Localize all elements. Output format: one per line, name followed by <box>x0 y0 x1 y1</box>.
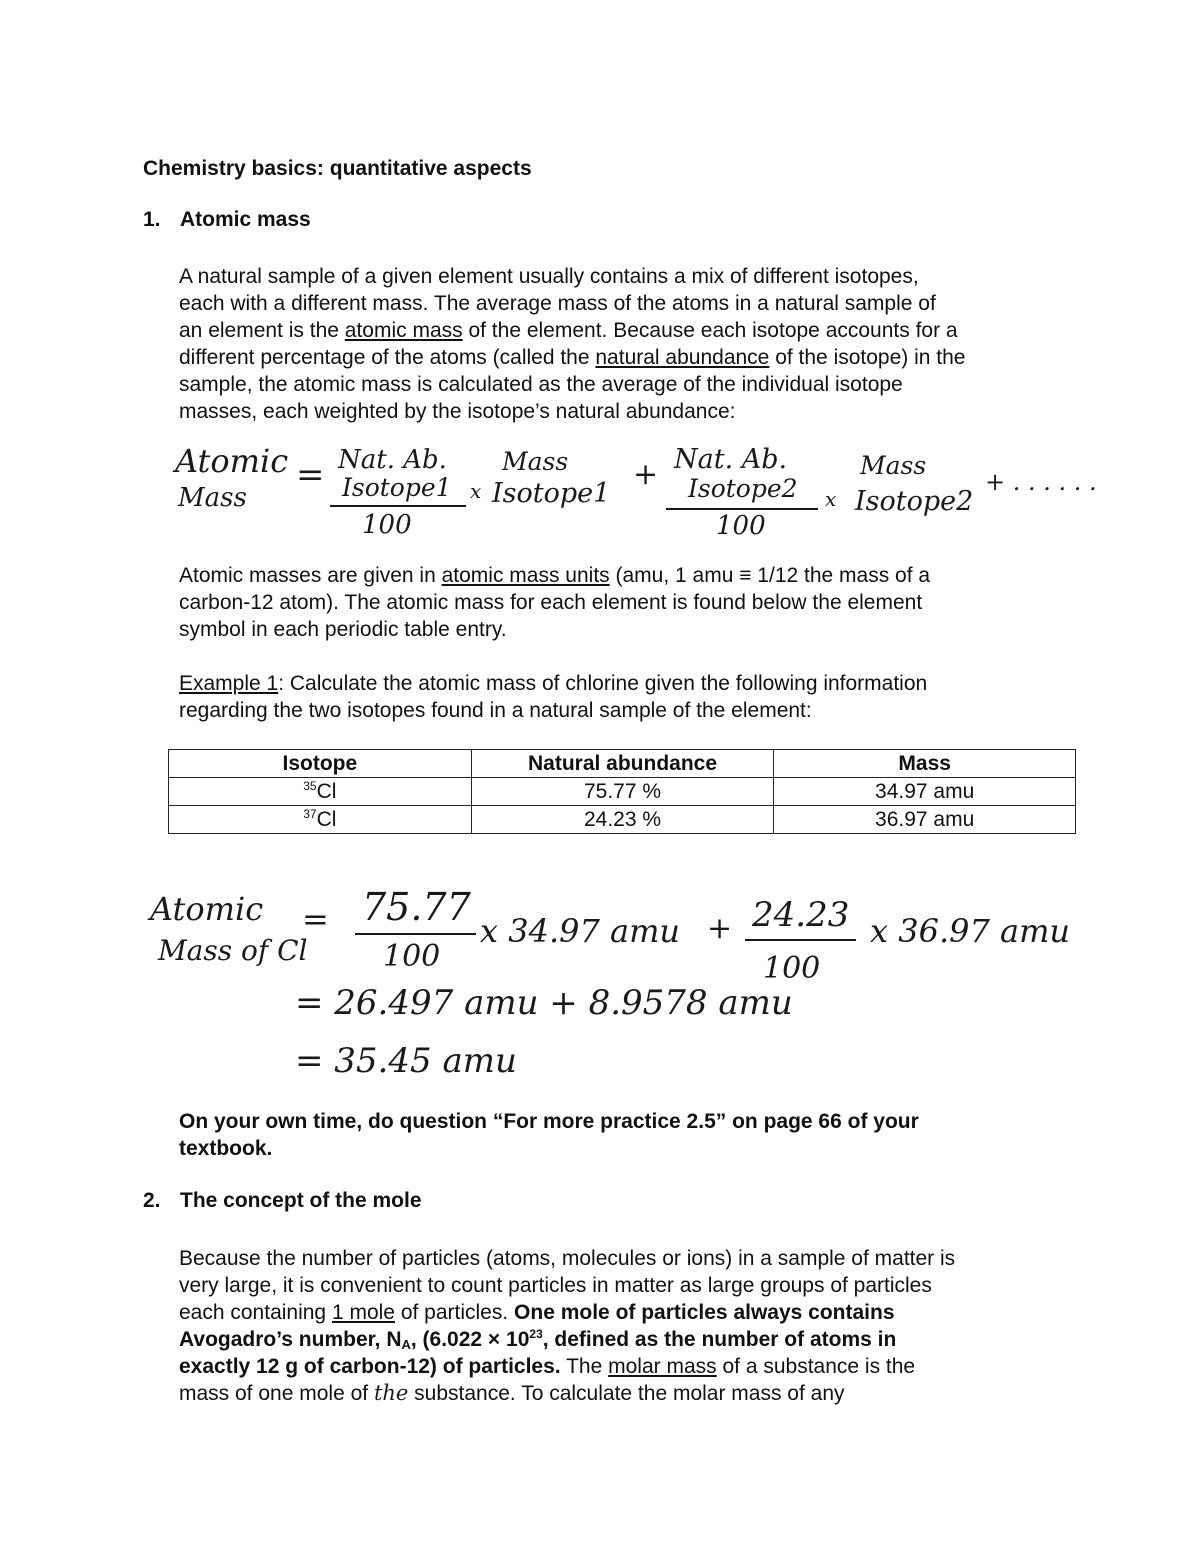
svg-text:Mass: Mass <box>860 451 927 480</box>
svg-text:100: 100 <box>763 951 821 986</box>
svg-text:Nat. Ab.: Nat. Ab. <box>338 445 447 475</box>
handwritten-insert: the <box>373 1381 409 1405</box>
paragraph-line: exactly 12 g of carbon-12) of particles. The molar mass of a substance is the <box>179 1355 916 1378</box>
svg-text:x 36.97 amu: x 36.97 amu <box>870 912 1071 950</box>
abundance-cell: 24.23 % <box>471 806 774 834</box>
paragraph-line: each containing 1 mole of particles. One mole of particles always contains <box>179 1301 895 1324</box>
section-number: 2. <box>143 1189 161 1212</box>
abundance-cell: 75.77 % <box>471 778 774 806</box>
paragraph-line: each with a different mass. The average mass of the atoms in a natural sample of <box>179 292 936 315</box>
paragraph-line: mass of one mole of the substance. To calculate the molar mass of any <box>179 1381 845 1405</box>
example-1 <box>179 670 1089 724</box>
paragraph-line: On your own time, do question “For more practice 2.5” on page 66 of your <box>179 1110 919 1133</box>
paragraph-line: Avogadro’s number, $N_A$, ($6.022 \times 10^{23}$, defined as the number of atoms in <box>179 1327 897 1352</box>
paragraph-line: A natural sample of a given element usually contains a mix of different isotopes, <box>179 265 919 288</box>
svg-text:Isotope2: Isotope2 <box>688 474 798 503</box>
column-header: Isotope <box>169 750 472 778</box>
worked-solution <box>0 880 1200 1080</box>
paragraph-line: sample, the atomic mass is calculated as the average of the individual isotope <box>179 373 903 396</box>
section-title: Atomic mass <box>180 208 311 231</box>
paragraph-line: different percentage of the atoms (called the natural abundance of the isotope) in the <box>179 346 966 369</box>
mole-paragraph <box>179 1245 1089 1407</box>
svg-text:x: x <box>825 487 837 511</box>
svg-text:+ . . . . . .: + . . . . . . <box>985 468 1097 496</box>
paragraph-line: an element is the atomic mass of the element. Because each isotope accounts for a <box>179 319 958 342</box>
paragraph-line: carbon-12 atom). The atomic mass for each element is found below the element <box>179 591 923 614</box>
example-label: Example 1 <box>179 672 279 695</box>
svg-text:Mass: Mass <box>178 483 247 513</box>
column-header: Mass <box>774 750 1076 778</box>
paragraph-line: Atomic masses are given in atomic mass units (amu, 1 amu ≡ 1/12 the mass of a <box>179 564 931 587</box>
svg-text:100: 100 <box>383 939 441 974</box>
mass-cell: 36.97 amu <box>774 806 1076 834</box>
paragraph-line: Because the number of particles (atoms, molecules or ions) in a sample of matter is <box>179 1247 956 1270</box>
svg-text:100: 100 <box>716 511 766 541</box>
page-title: Chemistry basics: quantitative aspects <box>143 157 532 180</box>
amu-paragraph <box>179 562 1089 643</box>
svg-text:Atomic: Atomic <box>150 890 264 928</box>
paragraph-line: very large, it is convenient to count particles in matter as large groups of particles <box>179 1274 932 1297</box>
isotope-table <box>168 749 1076 834</box>
section-1-heading <box>143 208 311 232</box>
paragraph-line: textbook. <box>179 1137 273 1160</box>
column-header: Natural abundance <box>471 750 774 778</box>
term-atomic-mass: atomic mass <box>344 319 463 342</box>
isotope-cell: $^{37}$Cl <box>169 806 472 834</box>
svg-text:x: x <box>470 479 482 503</box>
table-header-row <box>169 750 1076 778</box>
table-row <box>169 806 1076 834</box>
svg-text:= 35.45 amu: = 35.45 amu <box>295 1041 517 1080</box>
svg-text:Isotope1: Isotope1 <box>342 473 452 502</box>
section-title: The concept of the mole <box>180 1189 422 1212</box>
svg-text:Mass: Mass <box>502 447 569 476</box>
atomic-mass-paragraph <box>179 263 1089 425</box>
paragraph-line: Example 1: Calculate the atomic mass of chlorine given the following information <box>179 672 928 695</box>
svg-text:Isotope1: Isotope1 <box>492 478 611 509</box>
mass-cell: 34.97 amu <box>774 778 1076 806</box>
svg-text:+: + <box>633 457 659 492</box>
svg-text:75.77: 75.77 <box>362 885 471 929</box>
term-molar-mass: molar mass <box>608 1355 717 1378</box>
svg-text:Isotope2: Isotope2 <box>855 486 974 517</box>
term-1-mole: 1 mole <box>331 1301 395 1324</box>
term-natural-abundance: natural abundance <box>595 346 770 369</box>
paragraph-line: masses, each weighted by the isotope’s natural abundance: <box>179 400 736 423</box>
svg-text:= 26.497 amu + 8.9578 amu: = 26.497 amu + 8.9578 amu <box>295 983 793 1023</box>
atomic-mass-formula <box>0 430 1200 545</box>
paragraph-line: symbol in each periodic table entry. <box>179 618 507 641</box>
section-2-heading <box>143 1189 422 1213</box>
isotope-cell: $^{35}$Cl <box>169 778 472 806</box>
svg-text:Mass of Cl: Mass of Cl <box>158 934 308 967</box>
section-number: 1. <box>143 208 161 231</box>
practice-note <box>179 1108 1089 1162</box>
table-row <box>169 778 1076 806</box>
svg-text:x 34.97 amu: x 34.97 amu <box>480 912 681 950</box>
svg-text:Atomic: Atomic <box>175 442 289 480</box>
paragraph-line: regarding the two isotopes found in a natural sample of the element: <box>179 699 812 722</box>
svg-text:24.23: 24.23 <box>752 895 850 935</box>
svg-text:=: = <box>302 900 329 938</box>
term-atomic-mass-units: atomic mass units <box>441 564 610 587</box>
svg-text:=: = <box>296 455 325 495</box>
svg-text:100: 100 <box>362 510 412 540</box>
svg-text:+: + <box>707 911 733 946</box>
svg-text:Nat. Ab.: Nat. Ab. <box>674 444 788 475</box>
